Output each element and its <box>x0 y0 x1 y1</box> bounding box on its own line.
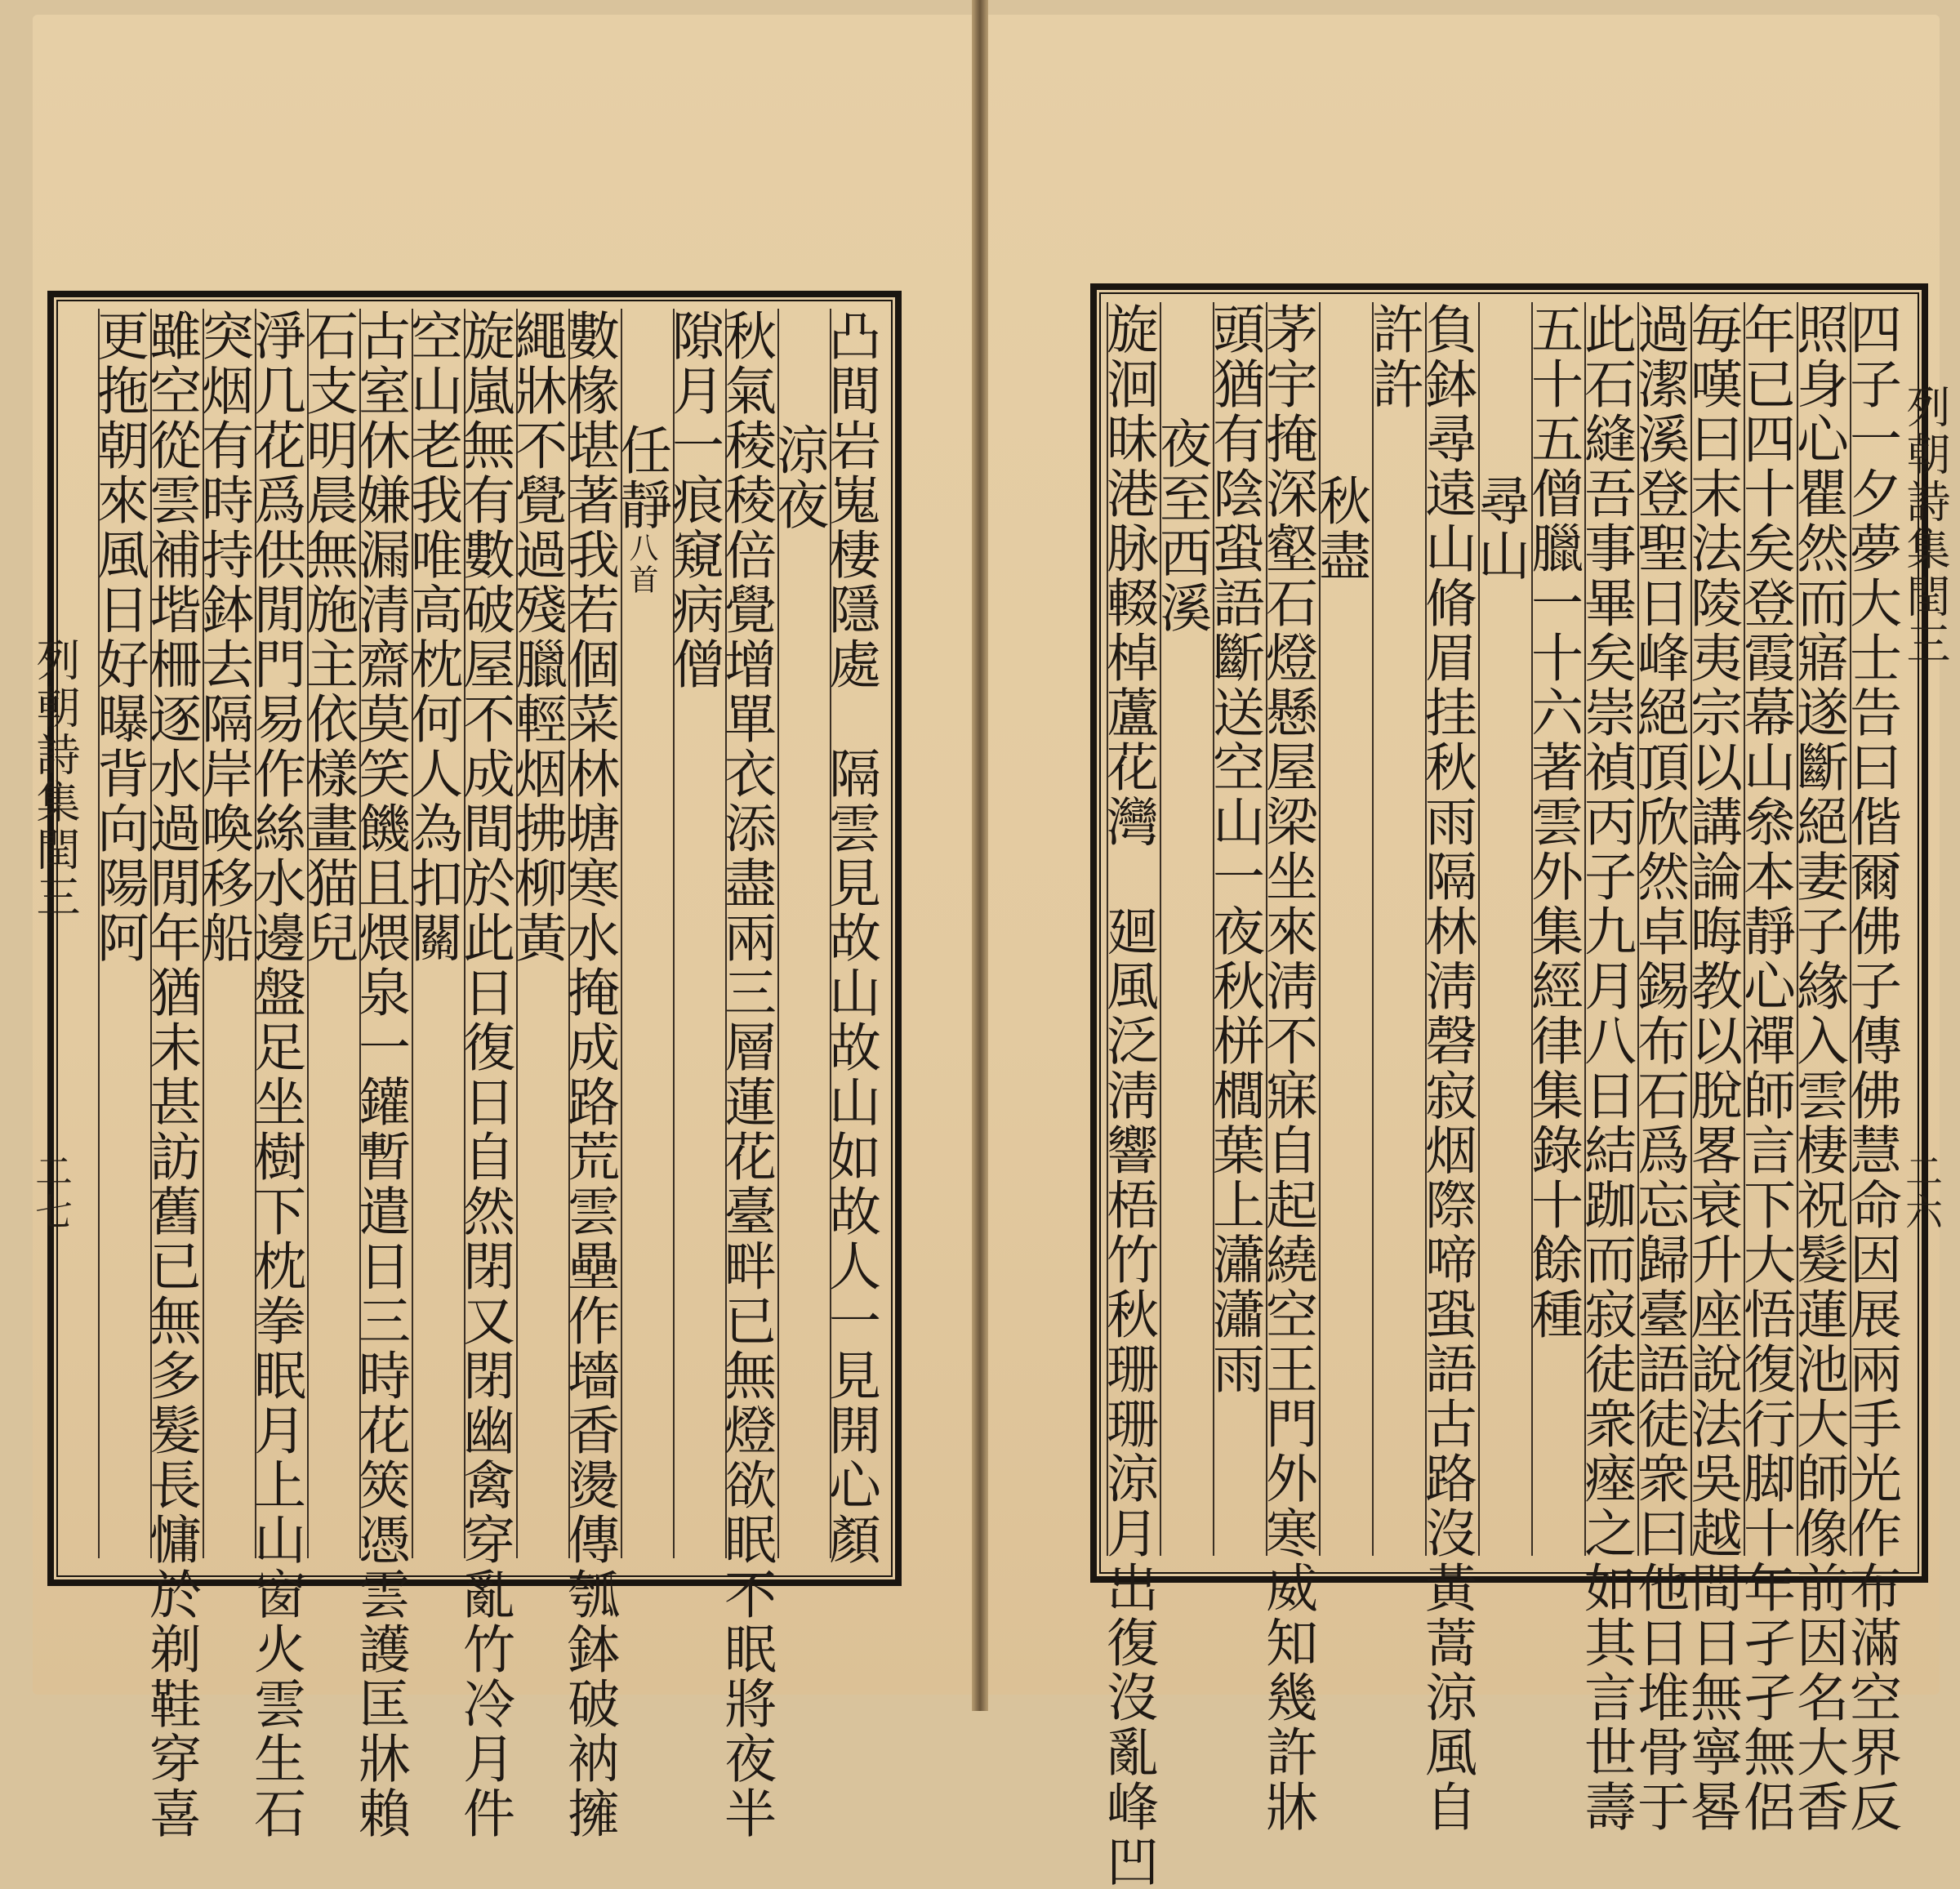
left-banxin-title: 列朝詩集閏三 <box>29 637 81 921</box>
right-page-column-text: 茅宇掩深壑石燈懸屋梁坐來淸不寐自起繞空王門外寒威知幾許牀 <box>1257 302 1317 1834</box>
right-page-column-text: 四子一夕夢大士告曰偕爾佛子傳佛慧命因展兩手光作布滿空界反 <box>1841 302 1901 1834</box>
left-page-column-text: 石支明晨無施主依樣畫猫兒 <box>297 309 358 965</box>
right-banxin-title: 列朝詩集閏三 <box>1900 384 1951 668</box>
left-page-column-text: 淨几花爲供閒門易作絲水邊盤足坐樹下枕拳眠月上山窗火雲生石 <box>245 309 305 1841</box>
left-page-column-text: 突烟有時持鉢去隔岸喚移船 <box>193 309 253 965</box>
left-page-column-text: 空山老我唯高枕何人為扣關 <box>402 309 462 965</box>
right-page-column-text: 毎嘆曰末法陵夷宗以講論晦教以脫畧衰升座說法吳越間日無寧晷 <box>1682 302 1742 1834</box>
left-banxin-page: 二七 <box>29 1152 74 1233</box>
left-page-column-text: 秋氣稜稜倍覺增單衣添盡兩三層蓮花臺畔已無燈欲眠不眠將夜半 <box>715 309 776 1841</box>
left-page-column-text: 隙月一痕窺病僧 <box>663 309 724 692</box>
left-page-column <box>820 309 882 1567</box>
right-page-column-text: 五十五僧臘一十六著雲外集經律集錄十餘種 <box>1522 302 1583 1342</box>
right-page-column-text: 照身心瞿然而寤遂斷絕妻子緣入雲棲祝髮蓮池大師像前因名大香 <box>1788 302 1848 1834</box>
right-page-column-text: 年已四十矣登霞幕山叅本靜心禪師言下大悟復行脚十年孑孑無侶 <box>1735 302 1795 1834</box>
right-page-column-text: 頭猶有陰蛩語斷送空山一夜秋栟櫚葉上瀟瀟雨 <box>1204 302 1264 1397</box>
right-page-column-text: 此石縫吾事畢矣崇禎丙子九月八日結跏而寂徒衆瘞之如其言世壽 <box>1575 302 1636 1834</box>
right-banxin-page: 二六 <box>1900 1152 1944 1233</box>
right-text-columns <box>1098 302 1903 1889</box>
left-page-column-text: 繩牀不覺過殘臘輕烟拂柳黃 <box>506 309 567 965</box>
right-page-column-text: 尋山 <box>1469 474 1530 583</box>
right-page-column-text: 許許 <box>1363 302 1423 412</box>
left-page-column-text: 凸間岩嵬棲隱處 隔雲見故山故山如故人一見開心顏 <box>820 309 880 1567</box>
left-page-column-text: 旋嵐無有數破屋不成間於此日復日自然閉又閉幽禽穿亂竹冷月件 <box>454 309 514 1841</box>
left-page-column-note: 八首 <box>625 532 658 596</box>
left-page-column-text: 數椽堪著我若個菜林塘寒水掩成路荒雲壘作墻香燙傳瓠鉢破衲擁 <box>559 309 619 1841</box>
right-page-column <box>1841 302 1903 1834</box>
right-page-column-text: 過潔溪登聖日峰絕頂欣然卓錫布石爲忘歸臺語徒衆曰他日堆骨于 <box>1628 302 1689 1834</box>
right-page-column-text: 旋洄昧港脉輟棹蘆花灣 廻風泛淸響梧竹秋珊珊涼月出復沒亂峰凹 <box>1098 302 1158 1889</box>
right-page-column <box>1310 302 1372 1556</box>
right-page-column-text: 夜至西溪 <box>1151 417 1211 635</box>
left-text-columns <box>88 309 882 1841</box>
left-page-column-text: 更拖朝來風日好曝背向陽阿 <box>88 309 149 965</box>
left-page-column-text: 雖空從雲補堦柵逐水過閒年猶未甚訪舊已無多髮長慵於剃鞋穿喜 <box>140 309 201 1841</box>
left-page-column-text: 古室休嫌漏清齋莫笑饑且煨泉一鑵暫遣日三時花筴憑雲護匡牀賴 <box>350 309 410 1841</box>
book-gutter <box>972 0 988 1711</box>
right-page-column-text: 秋盡 <box>1310 474 1370 583</box>
left-page-column-text: 任靜 <box>611 423 671 532</box>
right-page-column-text: 負鉢尋遠山脩眉挂秋雨隔林淸磬寂烟際啼蛩語古路沒黃蒿涼風自 <box>1416 302 1477 1834</box>
left-page-column-text: 涼夜 <box>768 423 828 532</box>
